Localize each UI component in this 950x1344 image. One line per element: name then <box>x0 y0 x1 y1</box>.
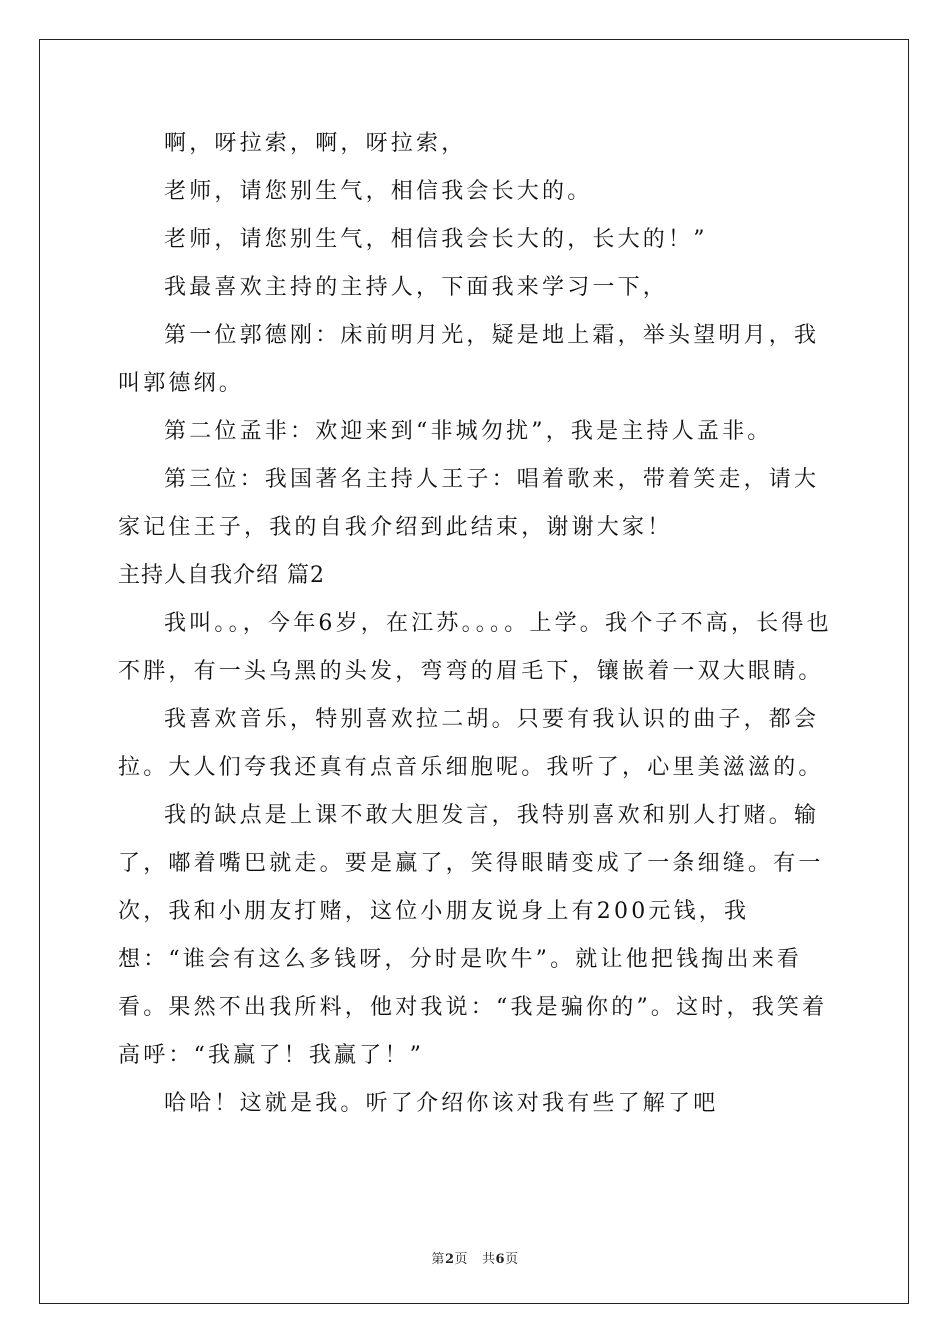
total-pages: 6 <box>495 1252 506 1267</box>
page-prefix: 第 <box>431 1252 445 1267</box>
document-body <box>118 120 838 1128</box>
paragraph: 我喜欢音乐，特别喜欢拉二胡。只要有我认识的曲子，都会拉。大人们夸我还真有点音乐细胞呢。我听了，心里美滋滋的。 <box>118 707 824 780</box>
paragraph: 我最喜欢主持的主持人，下面我来学习一下， <box>164 275 669 300</box>
paragraph: 第三位：我国著名主持人王子：唱着歌来，带着笑走，请大家记住王子，我的自我介绍到此结束，谢谢大家！ <box>118 467 820 540</box>
paragraph: 啊，呀拉索，啊，呀拉索， <box>164 131 467 156</box>
paragraph: 老师，请您别生气，相信我会长大的。 <box>164 179 593 204</box>
page-suffix: 页 <box>454 1252 468 1267</box>
paragraph: 我的缺点是上课不敢大胆发言，我特别喜欢和别人打赌。输了，嘟着嘴巴就走。要是赢了，笑得眼睛变成了一条细缝。有一次，我和小朋友打赌，这位小朋友说身上有200元钱，我想：“谁会有这么多钱呀，分时是吹牛”。就让他把钱掏出来看看。果然不出我所料，他对我说：“我是骗你的”。这时，我笑着高呼：“我赢了！我赢了！” <box>118 803 828 1068</box>
total-prefix: 共 <box>482 1252 496 1267</box>
paragraph: 哈哈！这就是我。听了介绍你该对我有些了解了吧 <box>164 1091 719 1116</box>
total-suffix: 页 <box>505 1252 519 1267</box>
paragraph: 第二位孟非：欢迎来到“非城勿扰”，我是主持人孟非。 <box>164 419 773 444</box>
page-number: 2 <box>444 1252 455 1267</box>
page-footer <box>0 1248 950 1267</box>
paragraph: 第一位郭德刚：床前明月光，疑是地上霜，举头望明月，我叫郭德纲。 <box>118 323 820 396</box>
paragraph: 我叫。。，今年6岁，在江苏。。。。上学。我个子不高，长得也不胖，有一头乌黑的头发，弯弯的眉毛下，镶嵌着一双大眼睛。 <box>118 611 832 684</box>
paragraph: 老师，请您别生气，相信我会长大的，长大的！” <box>164 227 708 252</box>
section-heading: 主持人自我介绍 篇2 <box>118 563 325 588</box>
